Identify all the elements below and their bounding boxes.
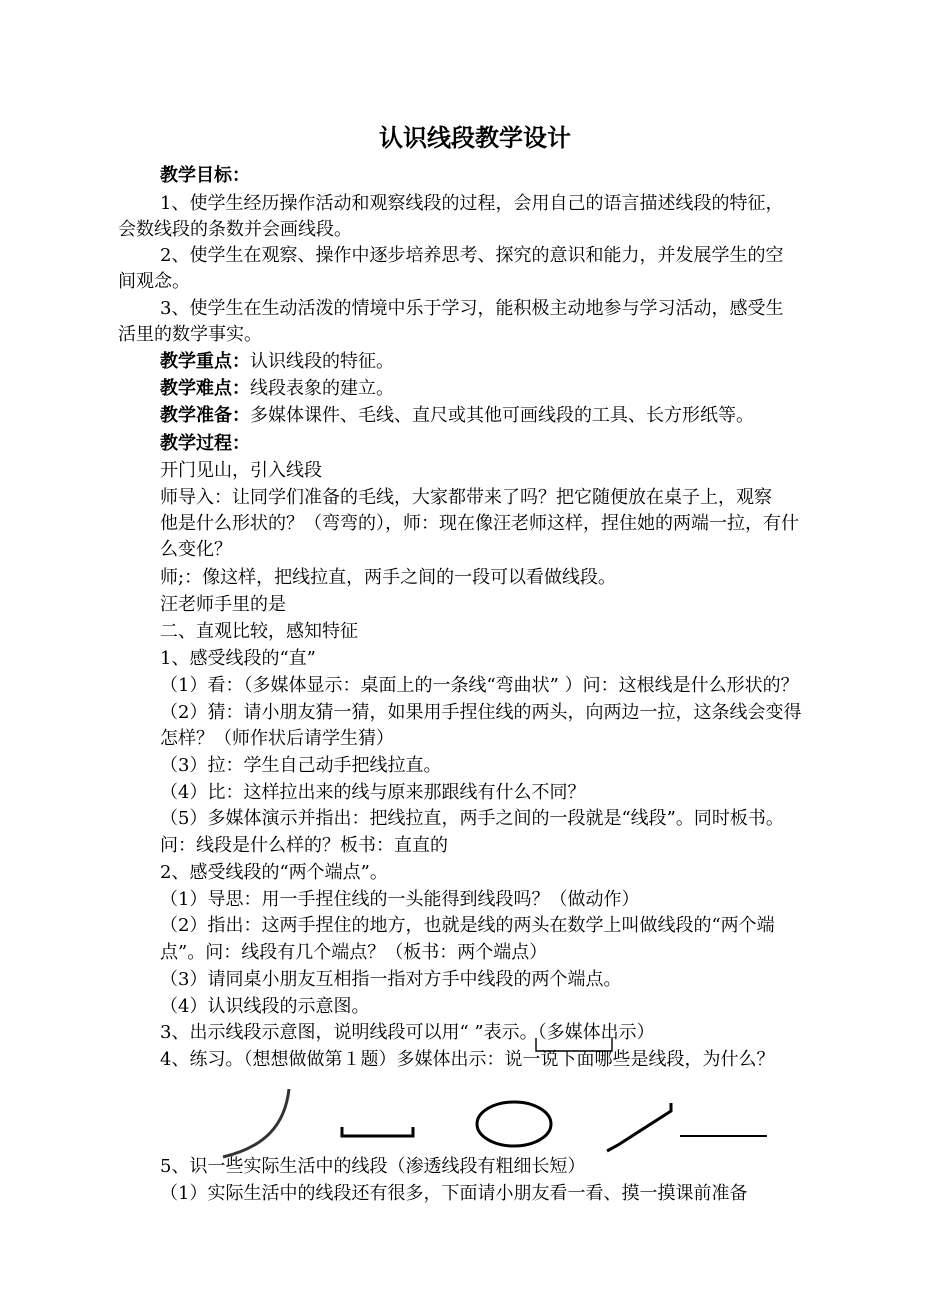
- process-line: （1）看：（多媒体显示：桌面上的一条线“弯曲状” ）问：这根线是什么形状的？: [160, 675, 799, 696]
- difficulty-label: 教学难点：: [160, 378, 250, 399]
- process-line: 开门见山，引入线段: [160, 460, 322, 481]
- ellipse-figure: [477, 1102, 551, 1146]
- process-line: （1）导思：用一手捏住线的一头能得到线段吗？（做动作）: [160, 889, 640, 910]
- document-title: 认识线段教学设计: [379, 124, 571, 152]
- goal-1-line-1: 1、使学生经历操作活动和观察线段的过程，会用自己的语言描述线段的特征，: [160, 193, 784, 214]
- difficulty-text: 线段表象的建立。: [250, 378, 394, 399]
- goals-heading: 教学目标：: [160, 165, 250, 186]
- preparation-text: 多媒体课件、毛线、直尺或其他可画线段的工具、长方形纸等。: [250, 405, 754, 426]
- process-line: （4）认识线段的示意图。: [160, 996, 370, 1017]
- goal-3-line-2: 活里的数学事实。: [118, 324, 262, 345]
- preparation-label: 教学准备：: [160, 405, 250, 426]
- process-line: （4）比：这样拉出来的线与原来那跟线有什么不同？: [160, 782, 586, 803]
- section-heading: 二、直观比较，感知特征: [160, 621, 358, 642]
- key-point: [160, 350, 394, 374]
- preparation: [160, 404, 754, 428]
- process-line: （1）实际生活中的线段还有很多，下面请小朋友看一看、摸一摸课前准备: [160, 1183, 748, 1204]
- process-line: 怎样？（师作状后请学生猜）: [160, 728, 394, 749]
- process-line: （2）指出：这两手捏住的地方，也就是线的两头在数学上叫做线段的“两个端: [160, 915, 775, 936]
- process-line: （5）多媒体演示并指出：把线拉直，两手之间的一段就是“线段”。同时板书。: [160, 808, 784, 829]
- process-line: （3）请同桌小朋友互相指一指对方手中线段的两个端点。: [160, 969, 622, 990]
- process-line: 师;：像这样，把线拉直，两手之间的一段可以看做线段。: [160, 567, 617, 588]
- process-line: 5、识一些实际生活中的线段（渗透线段有粗细长短）: [160, 1156, 586, 1177]
- process-line: 2、感受线段的“两个端点”。: [160, 862, 388, 883]
- key-point-text: 认识线段的特征。: [250, 351, 394, 372]
- process-line: 点”。问：线段有几个端点？（板书：两个端点）: [160, 942, 548, 963]
- process-line: 3、出示线段示意图，说明线段可以用“ ”表示。（多媒体出示）: [160, 1022, 655, 1043]
- process-line: 他是什么形状的？（弯弯的），师：现在像汪老师这样，捏住她的两端一拉，有什: [160, 513, 799, 534]
- process-line: 1、感受线段的“直”: [160, 648, 316, 669]
- process-line: 汪老师手里的是: [160, 594, 286, 615]
- process-line: 4、练习。（想想做做第１题）多媒体出示：说一说下面哪些是线段，为什么？: [160, 1049, 775, 1070]
- process-line: （2）猜：请小朋友猜一猜，如果用手捏住线的两头，向两边一拉，这条线会变得: [160, 702, 802, 723]
- process-line: 师导入：让同学们准备的毛线，大家都带来了吗？把它随便放在桌子上，观察: [160, 487, 772, 508]
- goal-2-line-2: 间观念。: [118, 271, 190, 292]
- process-line: （3）拉：学生自己动手把线拉直。: [160, 755, 442, 776]
- key-point-label: 教学重点：: [160, 351, 250, 372]
- curved-line-figure: [223, 1089, 289, 1157]
- bracket-segment-figure: [342, 1127, 413, 1136]
- segment-notation-figure: [530, 1036, 620, 1056]
- process-heading: 教学过程：: [160, 433, 250, 454]
- goal-2-line-1: 2、使学生在观察、操作中逐步培养思考、探究的意识和能力，并发展学生的空: [160, 245, 784, 266]
- process-line: 问：线段是什么样的？板书：直直的: [160, 835, 448, 856]
- exercise-figures: [215, 1085, 785, 1165]
- goal-3-line-1: 3、使学生在生动活泼的情境中乐于学习，能积极主动地参与学习活动，感受生: [160, 298, 784, 319]
- bent-line-figure: [607, 1103, 671, 1151]
- goal-1-line-2: 会数线段的条数并会画线段。: [118, 219, 352, 240]
- difficulty: [160, 377, 394, 401]
- process-line: 么变化？: [160, 539, 232, 560]
